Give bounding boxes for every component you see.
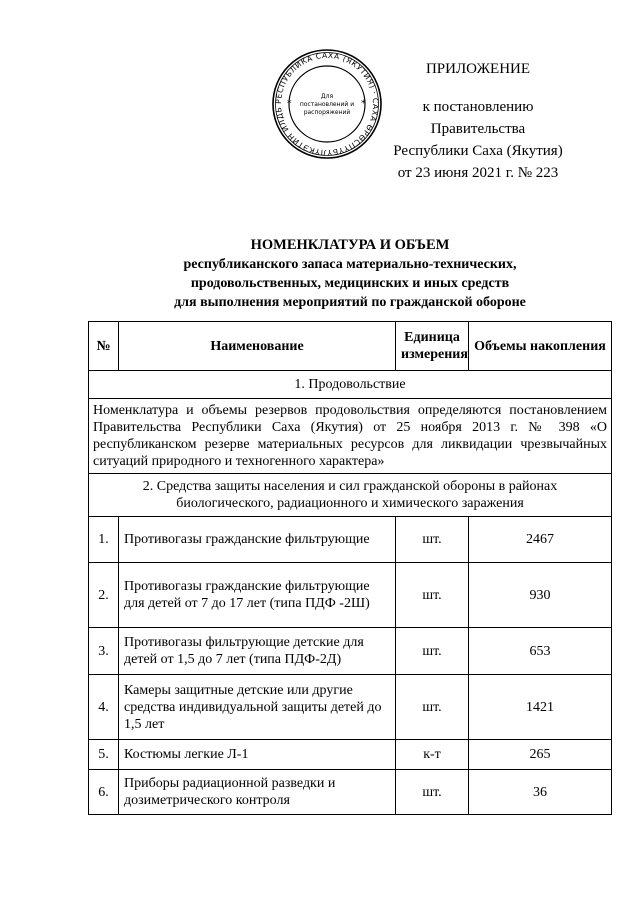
header-num: № [89, 322, 119, 371]
row-volume: 36 [469, 770, 612, 815]
svg-text:РЕСПУБЛИКА САХА (ЯКУТИЯ) · САХ: РЕСПУБЛИКА САХА (ЯКУТИЯ) · САХА ӨРӨСПҮҮБҮЛҮКЭТИН ИЛДЬ [273, 50, 381, 158]
appendix-line-2: Республики Саха (Якутия) [393, 143, 563, 159]
row-num: 2. [89, 563, 119, 628]
appendix-line-3: от 23 июня 2021 г. № 223 [397, 165, 559, 181]
row-unit: к-т [396, 740, 469, 770]
row-volume: 653 [469, 628, 612, 675]
table-row [89, 628, 612, 675]
svg-text:Для: Для [320, 93, 334, 100]
row-volume: 930 [469, 563, 612, 628]
section-1-note-row [89, 399, 612, 474]
header-name: Наименование [119, 322, 396, 371]
section-1-title: 1. Продовольствие [89, 371, 612, 399]
document-title [90, 236, 610, 312]
header-unit: Единица измерения [396, 322, 469, 371]
title-line-1: республиканского запаса материально-технических, [183, 257, 517, 272]
section-1-note: Номенклатура и объемы резервов продовольствия определяются постановлением Правительства Республики Саха (Якутия) от 25 ноября 2013 г. № 398 «О республиканском резерве материальных ресурсов для ликвидации чрезвычайных ситуаций природного и техногенного характера» [89, 399, 612, 474]
table-row [89, 770, 612, 815]
row-name: Приборы радиационной разведки и дозиметрического контроля [119, 770, 396, 815]
row-volume: 2467 [469, 517, 612, 563]
row-volume: 1421 [469, 675, 612, 740]
title-line-3: для выполнения мероприятий по гражданской обороне [174, 295, 526, 310]
row-name: Противогазы гражданские фильтрующие для детей от 7 до 17 лет (типа ПДФ -2Ш) [119, 563, 396, 628]
row-unit: шт. [396, 517, 469, 563]
row-num: 3. [89, 628, 119, 675]
row-unit: шт. [396, 628, 469, 675]
svg-text:*: * [287, 99, 292, 109]
title-line-2: продовольственных, медицинских и иных средств [190, 276, 510, 291]
table-row [89, 563, 612, 628]
title-main: НОМЕНКЛАТУРА И ОБЪЕМ [250, 237, 450, 253]
row-volume: 265 [469, 740, 612, 770]
row-num: 4. [89, 675, 119, 740]
table-row [89, 517, 612, 563]
appendix-line-1: к постановлению Правительства [422, 99, 534, 137]
row-name: Противогазы гражданские фильтрующие [119, 517, 396, 563]
appendix-header [378, 58, 578, 184]
row-num: 6. [89, 770, 119, 815]
row-unit: шт. [396, 563, 469, 628]
table-row [89, 675, 612, 740]
section-2-row [89, 474, 612, 517]
svg-text:*: * [361, 99, 366, 109]
row-name: Камеры защитные детские или другие средства индивидуальной защиты детей до 1,5 лет [119, 675, 396, 740]
appendix-label: ПРИЛОЖЕНИЕ [425, 61, 531, 77]
row-name: Костюмы легкие Л-1 [119, 740, 396, 770]
row-unit: шт. [396, 675, 469, 740]
official-seal [271, 48, 383, 160]
row-name: Противогазы фильтрующие детские для детей от 1,5 до 7 лет (типа ПДФ-2Д) [119, 628, 396, 675]
table-row [89, 740, 612, 770]
table-header-row [89, 322, 612, 371]
svg-text:постановлений и: постановлений и [299, 101, 355, 108]
nomenclature-table [88, 321, 612, 815]
svg-text:распоряжений: распоряжений [303, 109, 351, 116]
section-1-row [89, 371, 612, 399]
section-2-title: 2. Средства защиты населения и сил гражданской обороны в районах биологического, радиационного и химического заражения [89, 474, 612, 517]
header-volume: Объемы накопления [469, 322, 612, 371]
row-unit: шт. [396, 770, 469, 815]
row-num: 5. [89, 740, 119, 770]
row-num: 1. [89, 517, 119, 563]
